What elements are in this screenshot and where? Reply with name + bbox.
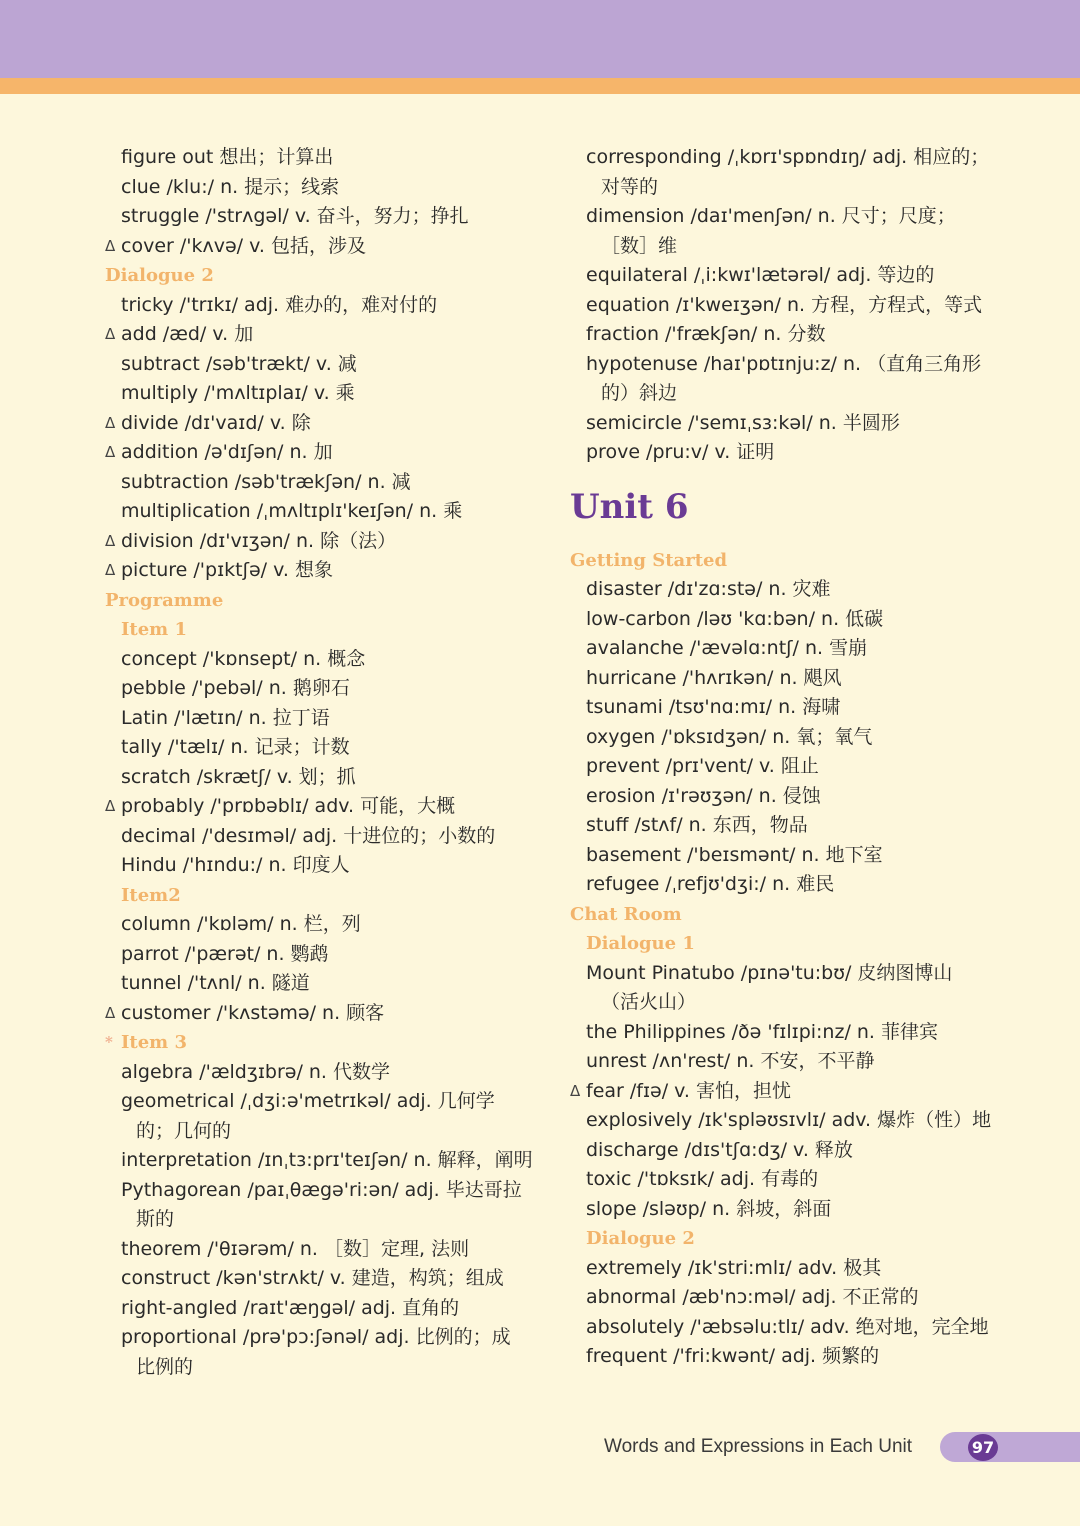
left-column [105, 143, 535, 1382]
vocab-entry-continuation [570, 232, 1000, 262]
entry-text: Item 1 [121, 619, 188, 640]
entry-text: extremely /ɪk'stri:mlɪ/ adv. 极其 [586, 1256, 882, 1279]
vocab-entry [105, 1294, 535, 1324]
entry-text: oxygen /'ɒksɪdʒən/ n. 氧；氧气 [586, 725, 873, 748]
entry-text: clue /klu:/ n. 提示；线索 [121, 175, 340, 198]
entry-text: concept /'kɒnsept/ n. 概念 [121, 647, 366, 670]
vocab-entry [105, 232, 535, 262]
entry-text: 的）斜边 [601, 382, 678, 404]
vocab-entry [570, 841, 1000, 871]
vocab-entry [105, 1087, 535, 1117]
entry-text: scratch /skrætʃ/ v. 划；抓 [121, 765, 356, 788]
vocab-entry [105, 1264, 535, 1294]
vocab-entry [105, 763, 535, 793]
vocab-entry [105, 969, 535, 999]
entry-text: Item 3 [121, 1032, 188, 1053]
vocab-entry-continuation [105, 1205, 535, 1235]
entry-text: basement /'beɪsmənt/ n. 地下室 [586, 843, 883, 866]
vocab-entry [105, 999, 535, 1029]
entry-text: equilateral /ˌi:kwɪ'lætərəl/ adj. 等边的 [586, 264, 935, 286]
vocab-entry [105, 438, 535, 468]
vocab-entry [570, 1313, 1000, 1343]
vocab-entry [570, 870, 1000, 900]
vocab-entry [570, 605, 1000, 635]
subsection-heading [570, 929, 1000, 959]
subsection-heading [105, 881, 535, 911]
entry-text: 斯的 [136, 1208, 175, 1230]
entry-text: Mount Pinatubo /pɪnə'tu:bʊ/ 皮纳图博山 [586, 961, 953, 984]
entry-text: pebble /'pebəl/ n. 鹅卵石 [121, 677, 350, 699]
triangle-marker: Δ [105, 325, 116, 343]
vocab-entry [105, 1235, 535, 1265]
entry-text: multiplication /ˌmʌltɪplɪ'keɪʃən/ n. 乘 [121, 500, 463, 522]
entry-text: prevent /prɪ'vent/ v. 阻止 [586, 755, 819, 777]
vocab-entry [570, 1165, 1000, 1195]
vocab-entry [570, 1047, 1000, 1077]
section-heading [105, 586, 535, 616]
vocab-entry [570, 1077, 1000, 1107]
vocab-entry-continuation [570, 173, 1000, 203]
entry-text: ［数］维 [601, 234, 678, 257]
vocab-entry [570, 261, 1000, 291]
vocab-entry-continuation [570, 379, 1000, 409]
entry-text: add /æd/ v. 加 [121, 323, 254, 345]
header-band [0, 0, 1080, 78]
entry-text: Dialogue 1 [586, 933, 695, 954]
vocab-entry [570, 1018, 1000, 1048]
entry-text: erosion /ɪ'rəʊʒən/ n. 侵蚀 [586, 784, 821, 807]
section-heading [105, 261, 535, 291]
vocab-entry-continuation [105, 1117, 535, 1147]
entry-text: Programme [105, 589, 224, 611]
vocab-entry [105, 940, 535, 970]
vocab-entry [570, 1342, 1000, 1372]
entry-text: corresponding /ˌkɒrɪ'spɒndɪŋ/ adj. 相应的； [586, 146, 990, 168]
entry-text: decimal /'desɪməl/ adj. 十进位的；小数的 [121, 824, 496, 847]
vocab-entry [570, 1136, 1000, 1166]
entry-text: Dialogue 2 [586, 1228, 695, 1249]
vocab-entry-continuation [105, 1353, 535, 1383]
vocab-entry [570, 438, 1000, 468]
entry-text: 比例的 [136, 1355, 194, 1378]
page-number-tab [940, 1432, 1080, 1462]
entry-text: toxic /'tɒksɪk/ adj. 有毒的 [586, 1168, 819, 1190]
entry-text: column /'kɒləm/ n. 栏，列 [121, 913, 361, 935]
triangle-marker: Δ [105, 797, 116, 815]
entry-text: right-angled /raɪt'æŋgəl/ adj. 直角的 [121, 1296, 460, 1319]
vocab-entry [570, 723, 1000, 753]
triangle-marker: Δ [105, 1003, 116, 1022]
vocab-entry [105, 645, 535, 675]
entry-text: tsunami /tsʊ'nɑ:mɪ/ n. 海啸 [586, 696, 841, 718]
entry-text: customer /'kʌstəmə/ n. 顾客 [121, 1001, 385, 1024]
entry-text: picture /'pɪktʃə/ v. 想象 [121, 559, 333, 581]
entry-text: disaster /dɪ'zɑ:stə/ n. 灾难 [586, 578, 831, 600]
entry-text: struggle /'strʌgəl/ v. 奋斗，努力；挣扎 [121, 205, 469, 227]
right-column [570, 143, 1000, 1372]
entry-text: subtraction /səb'trækʃən/ n. 减 [121, 470, 411, 493]
triangle-marker: Δ [105, 531, 116, 550]
entry-text: hypotenuse /haɪ'pɒtɪnju:z/ n. （直角三角形 [586, 352, 982, 375]
vocab-entry [105, 1146, 535, 1176]
triangle-marker: Δ [105, 561, 116, 579]
entry-text: stuff /stʌf/ n. 东西，物品 [586, 814, 808, 836]
entry-text: Dialogue 2 [105, 265, 214, 286]
vocab-entry [570, 782, 1000, 812]
entry-text: low-carbon /ləʊ 'kɑ:bən/ n. 低碳 [586, 607, 884, 630]
vocab-entry [570, 575, 1000, 605]
vocab-entry [105, 350, 535, 380]
vocab-entry [570, 634, 1000, 664]
vocab-entry [570, 320, 1000, 350]
entry-text: tunnel /'tʌnl/ n. 隧道 [121, 972, 310, 994]
entry-text: slope /sləʊp/ n. 斜坡，斜面 [586, 1197, 832, 1220]
subsection-heading [570, 1224, 1000, 1254]
entry-text: figure out 想出；计算出 [121, 146, 334, 168]
subsection-heading [105, 615, 535, 645]
entry-text: explosively /ɪk'spləʊsɪvlɪ/ adv. 爆炸（性）地 [586, 1109, 992, 1131]
triangle-marker: Δ [105, 443, 116, 461]
optional-marker: * [105, 1033, 113, 1051]
section-heading [570, 900, 1000, 930]
entry-text: semicircle /'semɪˌsɜ:kəl/ n. 半圆形 [586, 411, 900, 434]
vocab-entry [105, 1058, 535, 1088]
vocab-entry [105, 851, 535, 881]
entry-text: frequent /'fri:kwənt/ adj. 频繁的 [586, 1345, 880, 1367]
entry-text: theorem /'θɪərəm/ n. ［数］定理, 法则 [121, 1237, 470, 1260]
vocab-entry [570, 1283, 1000, 1313]
entry-text: absolutely /'æbsəlu:tlɪ/ adv. 绝对地，完全地 [586, 1315, 989, 1338]
entry-text: subtract /səb'trækt/ v. 减 [121, 352, 357, 375]
footer-title: Words and Expressions in Each Unit [604, 1436, 913, 1457]
entry-text: 对等的 [601, 175, 659, 198]
vocab-entry [105, 291, 535, 321]
subsection-heading [105, 1028, 535, 1058]
vocab-entry [105, 792, 535, 822]
entry-text: the Philippines /ðə 'fɪlɪpi:nz/ n. 菲律宾 [586, 1020, 939, 1043]
vocab-entry [105, 409, 535, 439]
vocab-entry [570, 291, 1000, 321]
entry-text: 的；几何的 [136, 1119, 232, 1142]
vocab-entry [570, 1195, 1000, 1225]
entry-text: equation /ɪ'kweɪʒən/ n. 方程，方程式，等式 [586, 293, 983, 316]
vocab-entry [105, 704, 535, 734]
entry-text: dimension /daɪ'menʃən/ n. 尺寸；尺度； [586, 205, 956, 227]
section-heading [570, 546, 1000, 576]
entry-text: fraction /'frækʃən/ n. 分数 [586, 323, 826, 345]
vocab-entry [105, 674, 535, 704]
vocab-entry [570, 664, 1000, 694]
entry-text: Hindu /'hɪndu:/ n. 印度人 [121, 854, 350, 876]
triangle-marker: Δ [570, 1081, 581, 1100]
entry-text: Latin /'lætɪn/ n. 拉丁语 [121, 706, 330, 729]
vocab-entry [105, 556, 535, 586]
vocab-entry [570, 1106, 1000, 1136]
vocab-entry [105, 202, 535, 232]
page-number: 97 [968, 1434, 998, 1461]
unit-title: Unit 6 [570, 486, 689, 527]
entry-text: Chat Room [570, 903, 682, 925]
vocab-entry [570, 752, 1000, 782]
vocab-entry [105, 733, 535, 763]
vocab-entry [105, 143, 535, 173]
entry-text: fear /fɪə/ v. 害怕，担忧 [586, 1079, 792, 1102]
vocab-entry [105, 320, 535, 350]
vocab-entry [570, 409, 1000, 439]
vocab-entry-continuation [570, 988, 1000, 1018]
header-stripe [0, 78, 1080, 94]
entry-text: discharge /dɪs'tʃɑ:dʒ/ v. 释放 [586, 1138, 853, 1161]
entry-text: division /dɪ'vɪʒən/ n. 除（法） [121, 529, 397, 552]
vocab-entry [570, 202, 1000, 232]
entry-text: tally /'tælɪ/ n. 记录；计数 [121, 736, 350, 758]
entry-text: hurricane /'hʌrɪkən/ n. 飓风 [586, 666, 842, 689]
vocab-entry [105, 910, 535, 940]
entry-text: geometrical /ˌdʒi:ə'metrɪkəl/ adj. 几何学 [121, 1090, 495, 1112]
entry-text: proportional /prə'pɔ:ʃənəl/ adj. 比例的；成 [121, 1326, 511, 1348]
entry-text: probably /'prɒbəblɪ/ adv. 可能，大概 [121, 795, 456, 817]
vocab-entry [105, 497, 535, 527]
entry-text: parrot /'pærət/ n. 鹦鹉 [121, 942, 329, 965]
triangle-marker: Δ [105, 413, 116, 432]
entry-text: Pythagorean /paɪˌθægə'ri:ən/ adj. 毕达哥拉 [121, 1178, 522, 1201]
entry-text: Item2 [121, 884, 181, 906]
vocab-entry [105, 173, 535, 203]
triangle-marker: Δ [105, 236, 116, 255]
vocab-entry [105, 1176, 535, 1206]
entry-text: unrest /ʌn'rest/ n. 不安，不平静 [586, 1050, 875, 1072]
vocab-entry [570, 693, 1000, 723]
entry-text: multiply /'mʌltɪplaɪ/ v. 乘 [121, 382, 355, 404]
entry-text: refugee /ˌrefjʊ'dʒi:/ n. 难民 [586, 873, 835, 895]
entry-text: algebra /'ældʒɪbrə/ n. 代数学 [121, 1060, 391, 1083]
entry-text: interpretation /ɪnˌtɜ:prɪ'teɪʃən/ n. 解释，阐明 [121, 1149, 533, 1171]
right-column-top [570, 143, 1000, 468]
entry-text: tricky /'trɪkɪ/ adj. 难办的，难对付的 [121, 293, 438, 316]
right-column-bottom [570, 546, 1000, 1372]
entry-text: （活火山） [601, 991, 697, 1013]
entry-text: abnormal /æb'nɔ:məl/ adj. 不正常的 [586, 1286, 919, 1308]
vocab-entry [105, 1323, 535, 1353]
vocab-entry [570, 959, 1000, 989]
entry-text: cover /'kʌvə/ v. 包括，涉及 [121, 234, 366, 257]
entry-text: construct /kən'strʌkt/ v. 建造，构筑；组成 [121, 1267, 504, 1289]
vocab-entry [105, 527, 535, 557]
entry-text: addition /ə'dɪʃən/ n. 加 [121, 441, 333, 463]
entry-text: prove /pru:v/ v. 证明 [586, 441, 775, 463]
vocab-entry [105, 468, 535, 498]
vocab-entry [105, 822, 535, 852]
entry-text: Getting Started [570, 549, 728, 571]
vocab-entry [105, 379, 535, 409]
vocab-entry [570, 1254, 1000, 1284]
entry-text: avalanche /'ævəlɑ:ntʃ/ n. 雪崩 [586, 637, 868, 659]
vocab-entry [570, 143, 1000, 173]
entry-text: divide /dɪ'vaɪd/ v. 除 [121, 411, 311, 434]
vocab-entry [570, 811, 1000, 841]
vocab-entry [570, 350, 1000, 380]
